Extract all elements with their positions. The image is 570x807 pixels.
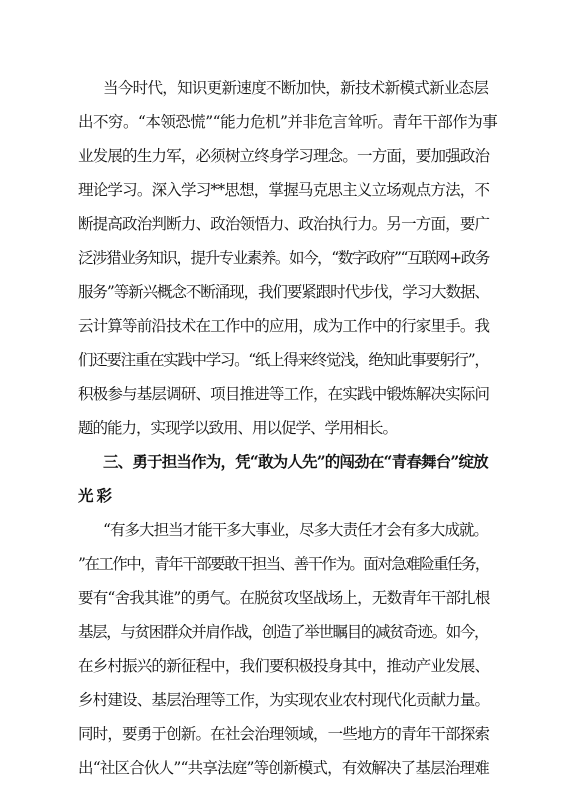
text-line: 在乡村振兴的新征程中，我们要积极投身其中，推动产业发展、 (78, 657, 490, 675)
section-heading-continuation: 光彩 (78, 486, 116, 505)
text-line: 泛涉猎业务知识，提升专业素养。如今，“数字政府”“互联网+政务 (78, 249, 489, 267)
text-line: 基层，与贫困群众并肩作战，创造了举世瞩目的减贫奇迹。如今， (78, 623, 489, 641)
section-heading: 三、勇于担当作为，凭“敢为人先”的闯劲在“青春舞台”绽放 (103, 452, 488, 471)
text-line: 出不穷。“本领恐慌”“能力危机”并非危言耸听。青年干部作为事 (78, 113, 498, 131)
text-line: 积极参与基层调研、项目推进等工作，在实践中锻炼解决实际问 (78, 385, 490, 403)
text-line: 当今时代，知识更新速度不断加快，新技术新模式新业态层 (103, 79, 489, 97)
text-line: 理论学习。深入学习**思想，掌握马克思主义立场观点方法，不 (78, 181, 490, 199)
text-line: 要有“舍我其谁”的勇气。在脱贫攻坚战场上，无数青年干部扎根 (78, 589, 490, 607)
text-line: 们还要注重在实践中学习。“纸上得来终觉浅，绝知此事要躬行”， (78, 351, 489, 369)
text-line: 服务”等新兴概念不断涌现，我们要紧跟时代步伐，学习大数据、 (78, 283, 489, 301)
text-line: 乡村建设、基层治理等工作，为实现农业农村现代化贡献力量。 (78, 691, 490, 709)
text-line: ”在工作中，青年干部要敢干担当、善干作为。面对急难险重任务， (78, 555, 489, 573)
text-line: “有多大担当才能干多大事业，尽多大责任才会有多大成就。 (103, 521, 488, 539)
text-line: 同时，要勇于创新。在社会治理领域，一些地方的青年干部探索 (78, 725, 490, 743)
text-line: 题的能力，实现学以致用、用以促学、学用相长。 (78, 419, 398, 437)
text-line: 云计算等前沿技术在工作中的应用，成为工作中的行家里手。我 (78, 317, 490, 335)
text-line: 业发展的生力军，必须树立终身学习理念。一方面，要加强政治 (78, 147, 490, 165)
text-line: 出“社区合伙人”“共享法庭”等创新模式，有效解决了基层治理难 (78, 759, 489, 777)
text-line: 断提高政治判断力、政治领悟力、政治执行力。另一方面，要广 (78, 215, 490, 233)
